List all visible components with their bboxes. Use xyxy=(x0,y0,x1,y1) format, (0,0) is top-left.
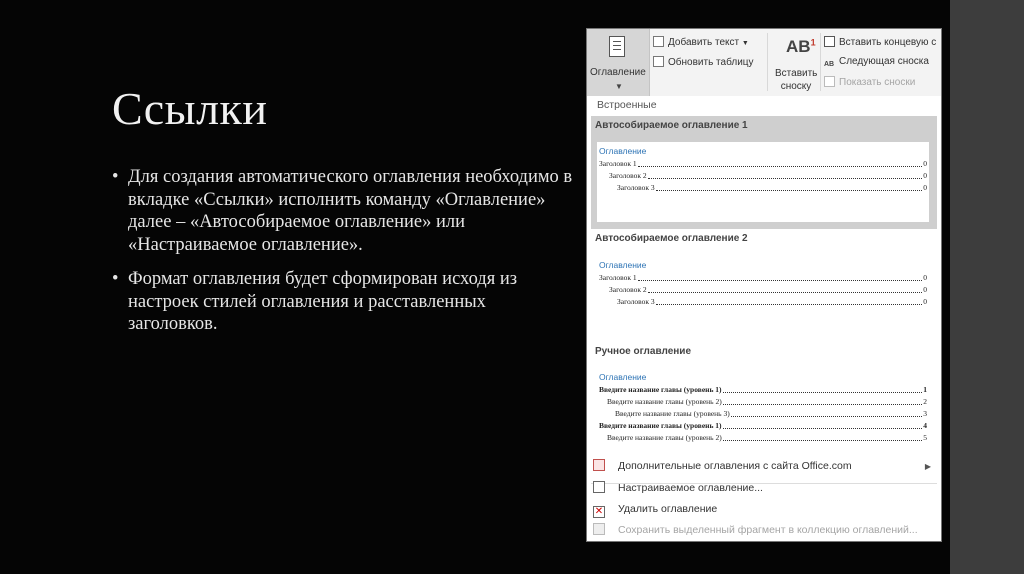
show-notes-button[interactable] xyxy=(824,76,915,88)
endnote-icon xyxy=(824,36,835,47)
add-text-icon xyxy=(653,36,664,47)
preview-row: Введите название главы (уровень 2) 5 xyxy=(607,433,927,442)
add-text-button[interactable] xyxy=(653,36,749,48)
show-notes-icon xyxy=(824,76,835,87)
show-notes-label: Показать сноски xyxy=(839,77,916,88)
bullet-item xyxy=(112,268,574,336)
insert-endnote-label: Вставить концевую с xyxy=(839,37,937,48)
bullet-list xyxy=(112,166,574,348)
update-icon xyxy=(653,56,664,67)
preview-row: Заголовок 2 0 xyxy=(609,285,927,294)
chevron-down-icon: ▼ xyxy=(615,82,623,91)
preview-row: Заголовок 3 0 xyxy=(617,183,927,192)
more-toc-office-item[interactable] xyxy=(593,457,852,475)
add-text-label: Добавить текст xyxy=(668,37,740,48)
ribbon xyxy=(587,29,941,97)
command-label: Удалить оглавление xyxy=(618,503,718,515)
bullet-text: Формат оглавления будет сформирован исходя из настроек стилей оглавления и расставленных заголовков. xyxy=(128,269,518,334)
footnote-icon-sup: 1 xyxy=(810,37,816,48)
bullet-text: Для создания автоматического оглавления необходимо в вкладке «Ссылки» исполнить команду «Оглавление» далее – «Автособираемое оглавление» или «Настраиваемое оглавление». xyxy=(128,167,573,255)
command-label: Настраиваемое оглавление... xyxy=(618,482,763,494)
insert-footnote-button[interactable] xyxy=(775,67,817,93)
toc-dropdown-menu xyxy=(587,96,941,542)
next-footnote-icon: AB xyxy=(824,61,835,68)
preview-row: Заголовок 3 0 xyxy=(617,297,927,306)
preview-row: Введите название главы (уровень 2) 2 xyxy=(607,397,927,406)
preview-row: Заголовок 1 0 xyxy=(599,273,927,282)
word-screenshot xyxy=(586,28,942,542)
footnote-icon xyxy=(786,37,816,57)
preview-row: Введите название главы (уровень 1) 1 xyxy=(599,385,927,394)
footnote-icon-text: AB xyxy=(786,37,811,56)
bullet-item xyxy=(112,166,574,256)
gallery-title: Ручное оглавление xyxy=(595,346,692,357)
update-table-label: Обновить таблицу xyxy=(668,57,754,68)
delete-icon: ✕ xyxy=(594,506,604,517)
command-label: Дополнительные оглавления с сайта Office.com xyxy=(618,460,852,472)
document-icon xyxy=(593,481,605,493)
preview-heading: Оглавление xyxy=(599,372,647,382)
next-footnote-button[interactable] xyxy=(824,56,929,72)
ribbon-divider xyxy=(767,33,768,91)
toc-button[interactable] xyxy=(587,29,650,96)
custom-toc-item[interactable] xyxy=(593,479,763,497)
update-table-button[interactable] xyxy=(653,56,754,68)
insert-footnote-label-2: сноску xyxy=(780,81,812,92)
save-icon xyxy=(593,523,605,535)
preview-row: Заголовок 1 0 xyxy=(599,159,927,168)
command-label: Сохранить выделенный фрагмент в коллекцию оглавлений... xyxy=(618,524,918,536)
toc-preview xyxy=(597,142,929,222)
gallery-item-auto-toc-2[interactable] xyxy=(597,256,929,336)
slide-title: Ссылки xyxy=(112,83,268,134)
insert-footnote-label-1: Вставить xyxy=(775,68,818,79)
gallery-title: Автособираемое оглавление 2 xyxy=(595,233,748,244)
next-footnote-label: Следующая сноска xyxy=(839,56,929,67)
preview-row: Введите название главы (уровень 3) 3 xyxy=(615,409,927,418)
section-header: Встроенные xyxy=(597,99,657,111)
ribbon-divider xyxy=(820,33,821,91)
side-strip xyxy=(950,0,1024,574)
chevron-down-icon: ▼ xyxy=(741,40,749,47)
save-selection-item[interactable] xyxy=(593,521,918,539)
gallery-title: Автособираемое оглавление 1 xyxy=(595,120,748,131)
toc-button-label: Оглавление xyxy=(590,67,646,78)
insert-endnote-button[interactable] xyxy=(824,36,936,48)
toc-icon xyxy=(609,36,625,57)
chevron-right-icon: ▶ xyxy=(924,462,931,471)
preview-heading: Оглавление xyxy=(599,260,647,270)
preview-heading: Оглавление xyxy=(599,146,647,156)
bullet-dot: • xyxy=(112,269,119,289)
office-icon xyxy=(593,459,605,471)
preview-row: Заголовок 2 0 xyxy=(609,171,927,180)
remove-toc-item[interactable] xyxy=(593,500,717,518)
preview-row: Введите название главы (уровень 1) 4 xyxy=(599,421,927,430)
bullet-dot: • xyxy=(112,167,119,187)
